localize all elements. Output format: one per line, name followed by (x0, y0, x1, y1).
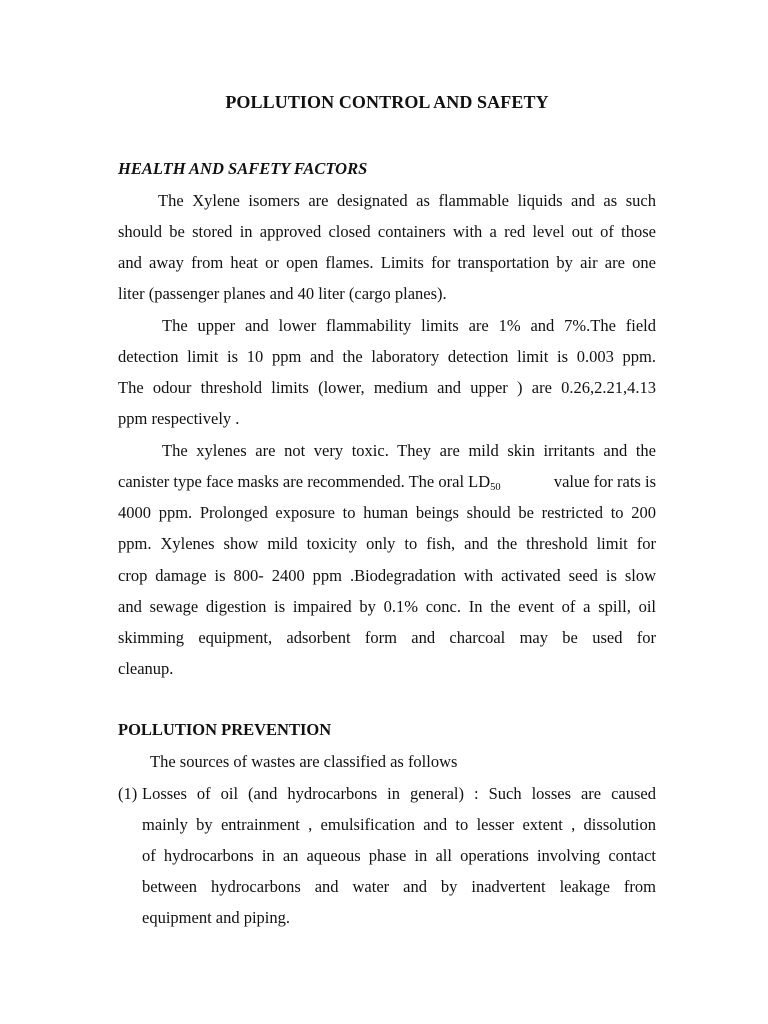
section-heading-health-safety: HEALTH AND SAFETY FACTORS (118, 159, 368, 178)
paragraph-line: and away from heat or open flames. Limits for transportation by air are one (118, 253, 656, 272)
ld50-text-after: value for rats is (553, 472, 656, 491)
paragraph-line: crop damage is 800- 2400 ppm .Biodegradation with activated seed is slow (118, 566, 656, 585)
paragraph-line: ppm. Xylenes show mild toxicity only to fish, and the threshold limit for (118, 534, 656, 553)
document-title: POLLUTION CONTROL AND SAFETY (225, 92, 549, 112)
paragraph-line: cleanup. (118, 659, 174, 678)
list-item-number: (1) (118, 784, 138, 803)
list-item-line: between hydrocarbons and water and by inadvertent leakage from (142, 877, 656, 896)
paragraph-line: detection limit is 10 ppm and the laboratory detection limit is 0.003 ppm. (118, 347, 656, 366)
paragraph-line: ppm respectively . (118, 409, 240, 428)
paragraph-line-ld50 (118, 472, 656, 498)
ld50-subscript: 50 (490, 482, 501, 493)
paragraph-line: The upper and lower flammability limits are 1% and 7%.The field (162, 316, 656, 335)
paragraph-line: skimming equipment, adsorbent form and charcoal may be used for (118, 628, 656, 647)
section-heading-pollution-prevention: POLLUTION PREVENTION (118, 720, 332, 739)
list-item-line: Losses of oil (and hydrocarbons in general) : Such losses are caused (142, 784, 656, 803)
list-item-line: equipment and piping. (142, 908, 291, 927)
list-item-line: mainly by entrainment , emulsification and to lesser extent , dissolution (142, 815, 656, 834)
paragraph-line: should be stored in approved closed containers with a red level out of those (118, 222, 656, 241)
list-item-line: of hydrocarbons in an aqueous phase in all operations involving contact (142, 846, 656, 865)
paragraph-line: The xylenes are not very toxic. They are mild skin irritants and the (162, 441, 656, 460)
ld50-text-before: canister type face masks are recommended. The oral $LD_{50}$ (118, 472, 501, 493)
paragraph-line: 4000 ppm. Prolonged exposure to human beings should be restricted to 200 (118, 503, 656, 522)
paragraph-line: The odour threshold limits (lower, medium and upper ) are 0.26,2.21,4.13 (118, 378, 656, 397)
paragraph-line: The Xylene isomers are designated as flammable liquids and as such (158, 191, 656, 210)
intro-line: The sources of wastes are classified as follows (150, 752, 458, 771)
paragraph-line: and sewage digestion is impaired by 0.1% conc. In the event of a spill, oil (118, 597, 656, 616)
paragraph-line: liter (passenger planes and 40 liter (cargo planes). (118, 284, 447, 303)
